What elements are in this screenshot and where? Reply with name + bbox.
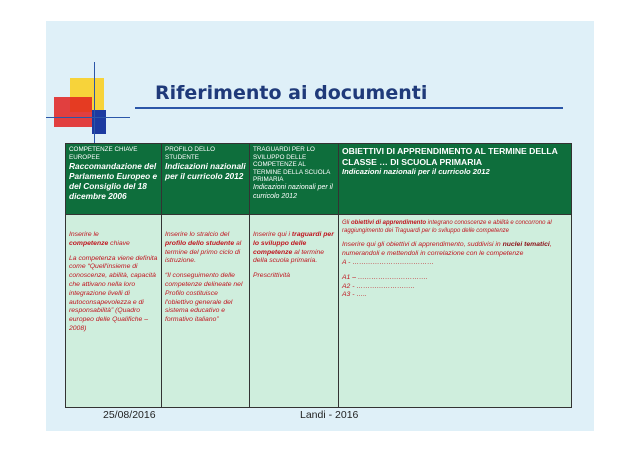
col3-bold: traguardi per lo sviluppo delle competenze — [253, 231, 334, 256]
col4-p2-text-end: , numerandoli e mettendoli in correlazione con le competenze — [342, 241, 552, 258]
col4-nuclei: nuclei tematici — [502, 241, 550, 249]
col4-text: Gli — [342, 220, 351, 226]
col1-text-end: chiave — [108, 239, 130, 247]
decor-vertical-line — [94, 62, 95, 152]
header-2-title: PROFILO DELLO STUDENTE — [165, 146, 216, 161]
slide-title: Riferimento ai documenti — [155, 82, 428, 104]
col4-a1-line: A1 – …………………………. — [342, 273, 428, 281]
header-3-title: TRAGUARDI PER LO SVILUPPO DELLE COMPETENZE AL TERMINE DELLA SCUOLA PRIMARIA — [253, 146, 330, 184]
cell-obiettivi — [339, 215, 572, 408]
decor-red-square — [54, 97, 92, 127]
col2-bold: profilo dello studente — [165, 239, 235, 247]
header-2-source: Indicazioni nazionali per il curricolo 2012 — [165, 161, 246, 182]
header-competenze-chiave — [66, 144, 162, 215]
col2-text-end: al termine del primo ciclo di istruzione. — [165, 239, 242, 265]
col3-prescrittivita: Prescrittività — [253, 272, 291, 280]
col4-text-end: integrano conoscenze e abilità e concorrono al raggiungimento dei Traguardi per lo sviluppo delle competenze — [342, 220, 552, 235]
header-4-title: OBIETTIVI DI APPRENDIMENTO AL TERMINE DELLA CLASSE … DI SCUOLA PRIMARIA — [342, 146, 558, 167]
title-underline — [135, 107, 563, 109]
col3-text: Inserire qui i — [253, 231, 292, 238]
footer-author: Landi - 2016 — [300, 409, 359, 421]
col2-text: Inserire lo stralcio del — [165, 231, 230, 238]
decor-horizontal-line — [46, 117, 130, 118]
col3-text-end: al termine della scuola primaria. — [253, 248, 325, 265]
documents-table — [65, 143, 572, 408]
header-4-source: Indicazioni nazionali per il curricolo 2012 — [342, 167, 490, 176]
col4-a-line: A - ……………………………… — [342, 259, 434, 266]
col4-a3-line: A3 - ….. — [342, 291, 367, 299]
col1-text: Inserire le — [69, 231, 99, 238]
header-1-source: Raccomandazione del Parlamento Europeo e del Consiglio del 18 dicembre 2006 — [69, 161, 158, 202]
table-body-row — [66, 215, 572, 408]
col4-p2-text: Inserire qui gli obiettivi di apprendimento, suddivisi in — [342, 241, 503, 249]
header-1-title: COMPETENZE CHIAVE EUROPEE — [69, 146, 138, 161]
col2-quote: “Il conseguimento delle competenze delineate nel Profilo costituisce l'obiettivo generale del sistema educativo e formativo italiano” — [165, 272, 243, 324]
cell-traguardi — [250, 215, 339, 408]
footer-date: 25/08/2016 — [103, 409, 156, 421]
cell-profilo — [162, 215, 250, 408]
header-traguardi — [250, 144, 339, 215]
cell-competenze — [66, 215, 162, 408]
header-3-source: Indicazioni nazionali per il curricolo 2012 — [253, 183, 333, 200]
header-profilo-studente — [162, 144, 250, 215]
header-obiettivi — [339, 144, 572, 215]
col1-bold: competenze — [69, 239, 109, 247]
col1-definition: La competenza viene definita come “Quell'insieme di conoscenze, abilità, capacità che attivano nella loro integrazione livelli di autoconsapevolezza e di responsabilità” (Quadro europeo delle Qualifiche – 2008) — [69, 254, 158, 332]
col4-bold: obiettivi di apprendimento — [351, 220, 427, 226]
table-header-row — [66, 144, 572, 215]
col4-a2-line: A2 - …………………….. — [342, 282, 415, 290]
